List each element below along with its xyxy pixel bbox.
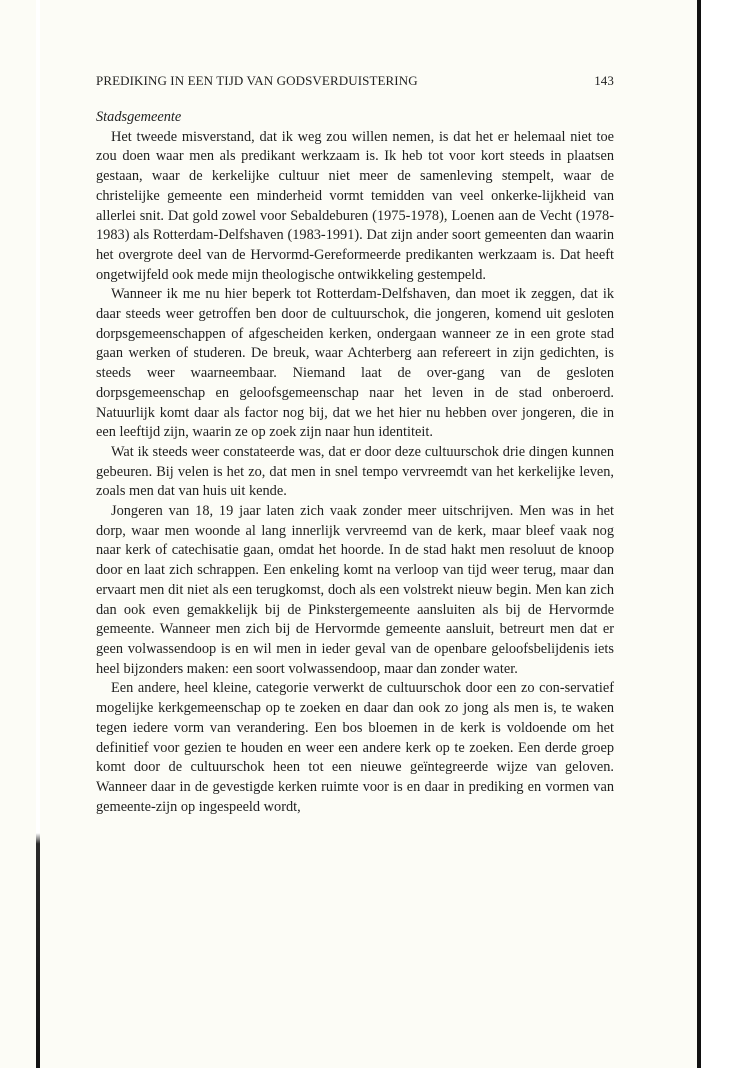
running-header — [96, 73, 614, 91]
header-title: PREDIKING IN EEN TIJD VAN GODSVERDUISTERING — [96, 73, 418, 88]
paragraph: Wanneer ik me nu hier beperk tot Rotterdam-Delfshaven, dan moet ik zeggen, dat ik daar steeds weer getroffen ben door de cultuurschok, die jongeren, komend uit gesloten dorpsgemeenschappen of afgescheiden kerken, ondergaan wanneer ze in een grote stad gaan werken of studeren. De breuk, waar Achterberg aan refereert in zijn gedichten, is steeds weer waarneembaar. Niemand laat de over-gang van de gesloten dorpsgemeenschap en geloofsgemeenschap naar het leven in de stad onberoerd. Natuurlijk komt daar als factor nog bij, dat we het hier nu hebben over jongeren, die in een leeftijd zijn, waarin ze op zoek zijn naar hun identiteit. — [96, 286, 614, 441]
paragraph: Wat ik steeds weer constateerde was, dat er door deze cultuurschok drie dingen kunnen gebeuren. Bij velen is het zo, dat men in snel tempo vervreemdt van het kerkelijke leven, zoals men dat van huis uit kende. — [96, 443, 614, 500]
body-text — [96, 108, 614, 817]
scan-margin — [701, 0, 738, 1068]
section-heading: Stadsgemeente — [96, 109, 182, 125]
paragraph: Een andere, heel kleine, categorie verwerkt de cultuurschok door een zo con-servatief mogelijke kerkgemeenschap op te zoeken en daar dan ook zo jong als men is, te waken tegen iedere vorm van verandering. Een bos bloemen in de kerk is voldoende om het definitief voor gezien te houden en weer een andere kerk op te zoeken. Een derde groep komt door de cultuurschok heen tot een nieuwe geïntegreerde wijze van geloven. Wanneer daar in de gevestigde kerken ruimte voor is en daar in prediking en vormen van gemeente-zijn op ingespeeld wordt, — [96, 680, 614, 815]
paragraph: Het tweede misverstand, dat ik weg zou willen nemen, is dat het er helemaal niet toe zou doen waar men als predikant werkzaam is. Ik heb tot voor kort steeds in plaatsen gestaan, waar de kerkelijke cultuur niet meer de samenleving stempelt, waar de christelijke gemeente een minderheid vormt temidden van veel onkerke-lijkheid van allerlei snit. Dat gold zowel voor Sebaldeburen (1975-1978), Loenen aan de Vecht (1978-1983) als Rotterdam-Delfshaven (1983-1991). Dat zijn ander soort gemeenten dan waarin het overgrote deel van de Hervormd-Gereformeerde predikanten werkzaam is. Dat heeft ongetwijfeld ook mede mijn theologische ontwikkeling gestempeld. — [96, 128, 614, 283]
paragraph: Jongeren van 18, 19 jaar laten zich vaak zonder meer uitschrijven. Men was in het dorp, waar men woonde al lang innerlijk vervreemd van de kerk, maar bleef vaak nog naar kerk of catechisatie gaan, omdat het hoorde. In de stad hakt men resoluut de knoop door en laat zich schrappen. Een enkeling komt na verloop van tijd weer terug, maar dan ervaart men dit niet als een terugkomst, doch als een volstrekt nieuw begin. Men kan zich dan ook even gemakkelijk bij de Pinkstergemeente aansluiten als bij de Hervormde gemeente. Wanneer men zich bij de Hervormde gemeente aansluit, betreurt men dat er geen volwassendoop is en wil men in ieder geval van de openbare geloofsbelijdenis iets heel bijzonders maken: een soort volwassendoop, maar dan zonder water. — [96, 503, 614, 677]
left-page-edge — [36, 0, 40, 1068]
page-number: 143 — [594, 73, 614, 88]
